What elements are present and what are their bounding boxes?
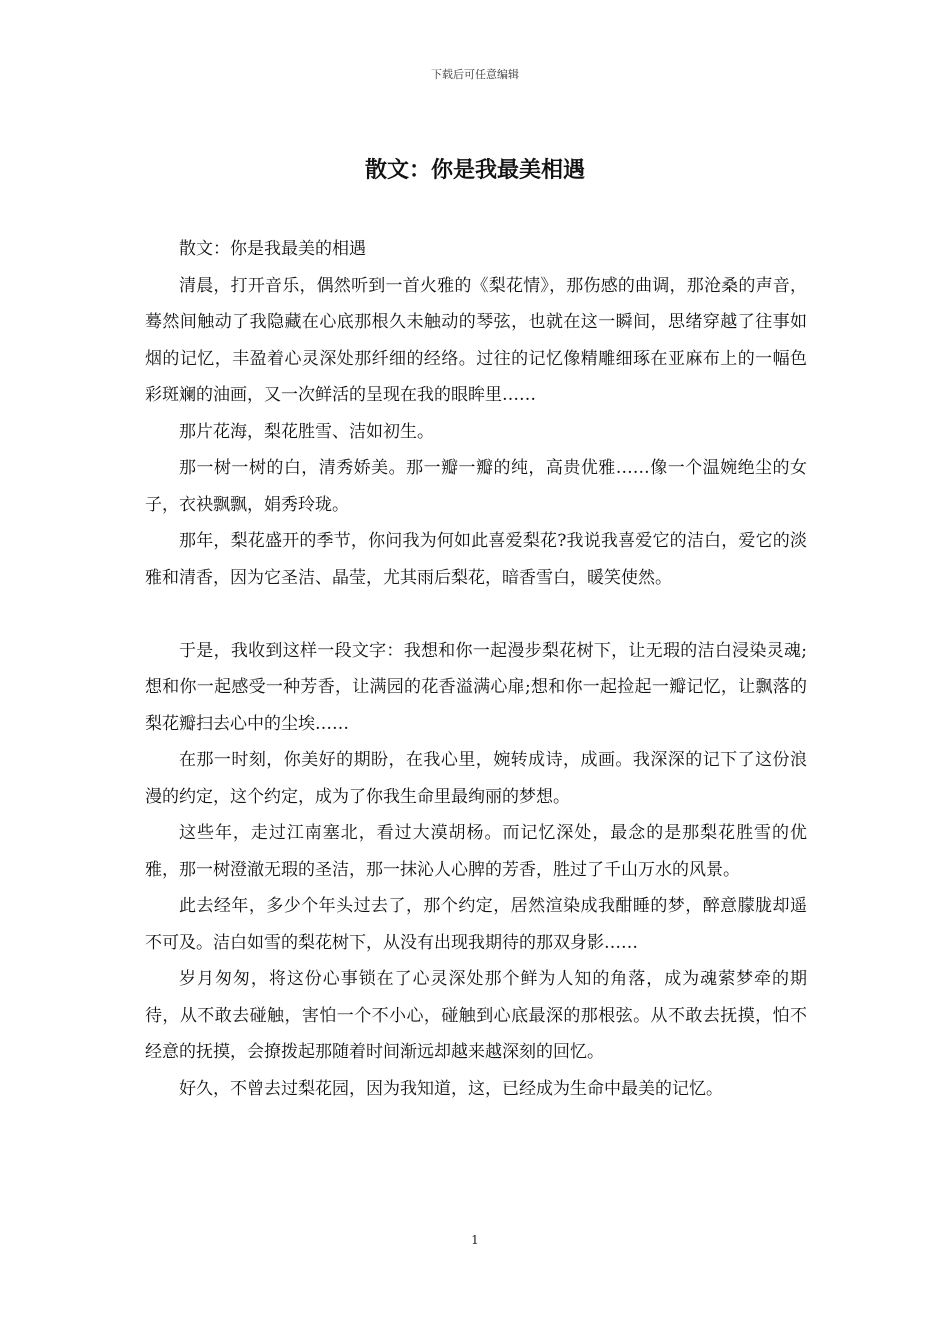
paragraph: 在那一时刻，你美好的期盼，在我心里，婉转成诗，成画。我深深的记下了这份浪漫的约定，这个约定，成为了你我生命里最绚丽的梦想。 bbox=[145, 750, 807, 807]
page-number: 1 bbox=[471, 1233, 479, 1247]
paragraph: 此去经年，多少个年头过去了，那个约定，居然渲染成我酣睡的梦，醉意朦胧却遥不可及。洁白如雪的梨花树下，从没有出现我期待的那双身影…… bbox=[145, 896, 807, 953]
paragraph-subtitle: 散文：你是我最美的相遇 bbox=[179, 239, 366, 259]
document-body bbox=[145, 231, 807, 1107]
paragraph-spacer bbox=[145, 596, 807, 633]
paragraph: 于是，我收到这样一段文字：我想和你一起漫步梨花树下，让无瑕的洁白浸染灵魂;想和你一起感受一种芳香，让满园的花香溢满心扉;想和你一起捡起一瓣记忆，让飘落的梨花瓣扫去心中的尘埃…… bbox=[145, 640, 807, 734]
paragraph: 那一树一树的白，清秀娇美。那一瓣一瓣的纯，高贵优雅……像一个温婉绝尘的女子，衣袂飘飘，娟秀玲珑。 bbox=[145, 458, 807, 515]
paragraph: 好久，不曾去过梨花园，因为我知道，这，已经成为生命中最美的记忆。 bbox=[179, 1078, 723, 1099]
paragraph: 岁月匆匆，将这份心事锁在了心灵深处那个鲜为人知的角落，成为魂萦梦牵的期待，从不敢去碰触，害怕一个不小心，碰触到心底最深的那根弦。从不敢去抚摸，怕不经意的抚摸，会撩拨起那随着时间渐远却越来越深刻的回忆。 bbox=[145, 969, 807, 1062]
paragraph: 这些年，走过江南塞北，看过大漠胡杨。而记忆深处，最念的是那梨花胜雪的优雅，那一树澄澈无瑕的圣洁，那一抹沁人心脾的芳香，胜过了千山万水的风景。 bbox=[145, 823, 807, 880]
paragraph: 清晨，打开音乐，偶然听到一首火雅的《梨花情》，那伤感的曲调，那沧桑的声音，蓦然间触动了我隐藏在心底那根久未触动的琴弦，也就在这一瞬间，思绪穿越了往事如烟的记忆，丰盈着心灵深处那纤细的经络。过往的记忆像精雕细琢在亚麻布上的一幅色彩斑斓的油画，又一次鲜活的呈现在我的眼眸里…… bbox=[145, 275, 807, 405]
header-note: 下载后可任意编辑 bbox=[431, 68, 519, 81]
paragraph: 那年，梨花盛开的季节，你问我为何如此喜爱梨花?我说我喜爱它的洁白，爱它的淡雅和清香，因为它圣洁、晶莹，尤其雨后梨花，暗香雪白，暖笑使然。 bbox=[145, 531, 807, 588]
document-title: 散文：你是我最美相遇 bbox=[364, 157, 585, 183]
paragraph: 那片花海，梨花胜雪、洁如初生。 bbox=[179, 421, 434, 442]
